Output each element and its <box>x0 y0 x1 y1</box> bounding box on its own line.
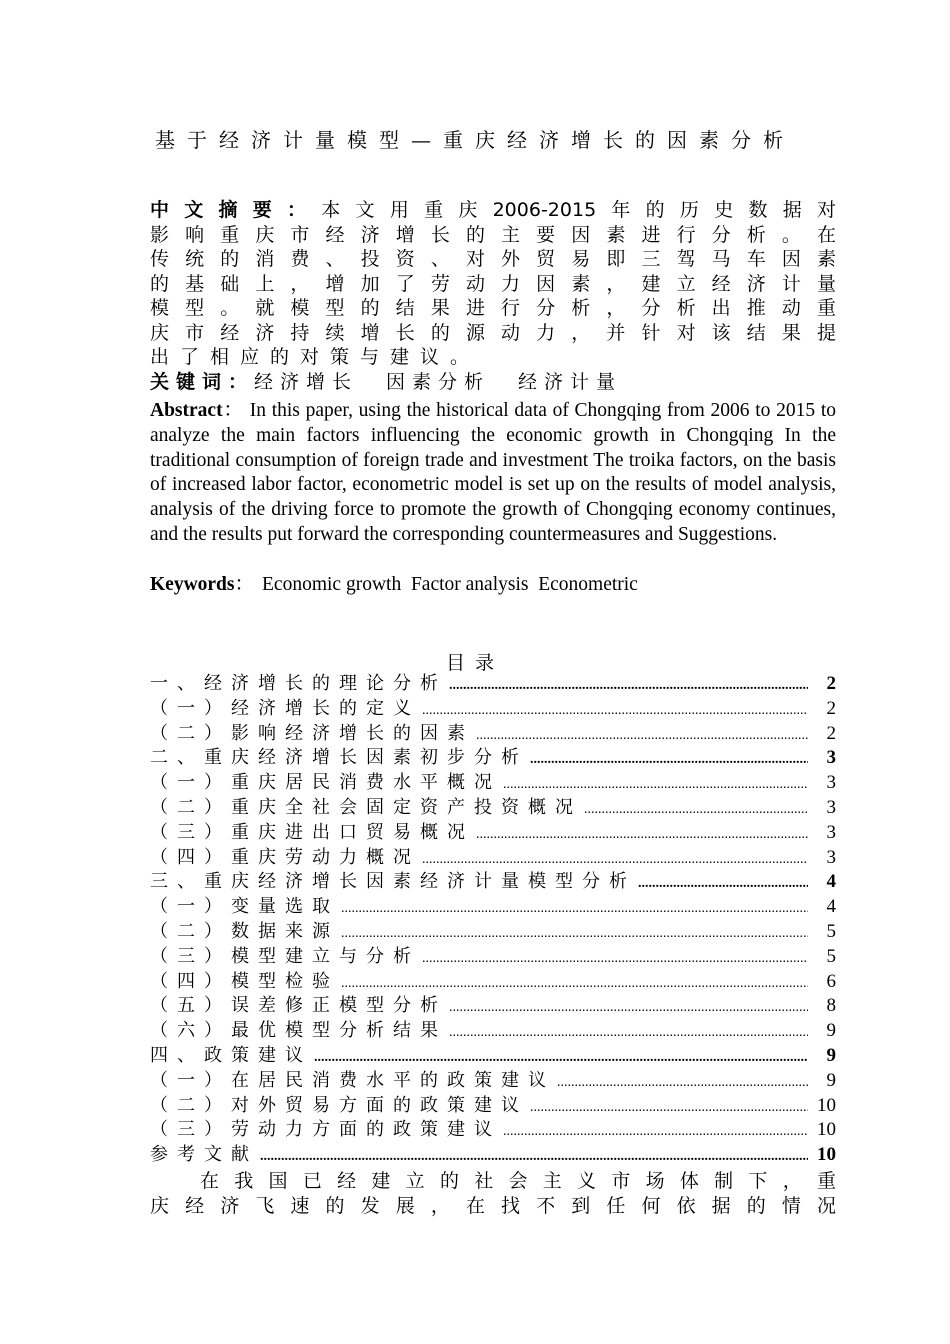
toc-entry-page: 9 <box>826 1069 836 1091</box>
toc-leader-dots <box>422 947 808 972</box>
toc-leader-dots <box>449 996 808 1021</box>
toc-leader-dots <box>422 699 808 724</box>
toc-leader-dots <box>314 1046 808 1071</box>
toc-entry-label: （二）重庆全社会固定资产投资概况 <box>150 796 582 818</box>
toc-entry-page: 4 <box>826 871 836 893</box>
toc-entry-page: 3 <box>826 772 836 794</box>
keywords-en-colon: ： <box>234 574 255 595</box>
toc-leader-dots <box>530 748 808 773</box>
table-of-contents <box>150 672 836 1168</box>
toc-entry-page: 10 <box>817 1094 836 1116</box>
toc-entry-label: （四）重庆劳动力概况 <box>150 846 420 868</box>
toc-leader-dots <box>422 848 808 873</box>
toc-entry[interactable] <box>150 796 836 821</box>
toc-entry-page: 5 <box>826 945 836 967</box>
toc-entry-label: 一、经济增长的理论分析 <box>150 673 447 694</box>
toc-leader-dots <box>476 823 808 848</box>
abstract-cn-text-1: 本文用重庆2006-2015年的历史数据对 <box>321 199 836 221</box>
toc-entry[interactable] <box>150 672 836 697</box>
toc-entry[interactable] <box>150 994 836 1019</box>
toc-heading: 目录 <box>445 652 504 674</box>
keywords-en-label: Keywords <box>150 574 235 595</box>
toc-entry-label: （一）变量选取 <box>150 896 339 918</box>
toc-entry-page: 3 <box>826 796 836 818</box>
toc-leader-dots <box>557 1071 808 1096</box>
body-line-1: 在我国已经建立的社会主义市场体制下，重 <box>200 1170 836 1192</box>
toc-entry-page: 10 <box>817 1119 836 1141</box>
toc-entry[interactable] <box>150 821 836 846</box>
body-text <box>150 1169 836 1218</box>
toc-entry[interactable] <box>150 746 836 771</box>
abstract-en-colon: ： <box>222 400 244 421</box>
abstract-cn-line-3: 传统的消费、投资、对外贸易即三驾马车因素 <box>150 248 836 270</box>
toc-entry-page: 9 <box>826 1020 836 1042</box>
toc-leader-dots <box>530 1096 808 1121</box>
toc-leader-dots <box>341 897 808 922</box>
toc-entry-label: （一）重庆居民消费水平概况 <box>150 772 501 794</box>
keywords-cn-term-2: 因素分析 <box>386 370 491 393</box>
toc-entry-label: （六）最优模型分析结果 <box>150 1020 447 1042</box>
keywords-cn-label: 关键词： <box>150 370 255 393</box>
toc-entry-page: 2 <box>826 722 836 744</box>
toc-entry-page: 4 <box>826 896 836 918</box>
toc-entry-page: 5 <box>826 920 836 942</box>
toc-entry[interactable] <box>150 945 836 970</box>
abstract-en-label: Abstract <box>150 400 223 421</box>
toc-entry-label: 四、政策建议 <box>150 1044 312 1066</box>
abstract-cn-line-1 <box>150 198 836 223</box>
toc-entry[interactable] <box>150 870 836 895</box>
keywords-cn <box>150 370 836 395</box>
toc-entry[interactable] <box>150 1118 836 1143</box>
toc-entry-label: 参考文献 <box>150 1144 258 1166</box>
toc-entry[interactable] <box>150 1143 836 1168</box>
toc-entry-page: 3 <box>826 747 836 769</box>
abstract-cn-line-5: 模型。就模型的结果进行分析，分析出推动重 <box>150 297 836 319</box>
toc-entry-label: （三）劳动力方面的政策建议 <box>150 1119 501 1141</box>
paper-title: 基于经济计量模型—重庆经济增长的因素分析 <box>155 128 795 152</box>
body-line-2: 庆经济飞速的发展，在找不到任何依据的情况 <box>150 1194 836 1217</box>
abstract-en-text: In this paper, using the historical data of Chongqing from 2006 to 2015 to analyze the main factors influencing the economic growth in Chongqing In the traditional consumption of foreign trade and investment The troika factors, on the basis of increased labor factor, econometric model is set up on the results of model analysis, analysis of the driving force to promote the growth of Chongqing economy continues, and the results put forward the corresponding countermeasures and Suggestions. <box>150 400 836 545</box>
toc-entry-label: （四）模型检验 <box>150 970 339 992</box>
toc-entry-page: 3 <box>826 846 836 868</box>
toc-entry[interactable] <box>150 920 836 945</box>
keywords-cn-term-3: 经济计量 <box>518 370 623 393</box>
toc-entry[interactable] <box>150 722 836 747</box>
toc-leader-dots <box>260 1145 808 1170</box>
toc-leader-dots <box>503 1120 808 1145</box>
toc-leader-dots <box>449 1021 808 1046</box>
toc-entry-label: （三）模型建立与分析 <box>150 945 420 967</box>
toc-entry-page: 10 <box>817 1144 836 1166</box>
toc-leader-dots <box>584 798 808 823</box>
toc-entry[interactable] <box>150 970 836 995</box>
toc-entry-page: 9 <box>826 1044 836 1066</box>
toc-entry-page: 2 <box>826 697 836 719</box>
toc-entry-label: （二）数据来源 <box>150 920 339 942</box>
toc-entry-label: 二、重庆经济增长因素初步分析 <box>150 747 528 769</box>
toc-entry[interactable] <box>150 771 836 796</box>
toc-entry-label: 三、重庆经济增长因素经济计量模型分析 <box>150 871 636 893</box>
toc-leader-dots <box>449 674 808 699</box>
abstract-cn-line-2: 影响重庆市经济增长的主要因素进行分析。在 <box>150 223 836 246</box>
toc-entry-page: 3 <box>826 821 836 843</box>
toc-entry[interactable] <box>150 1044 836 1069</box>
toc-entry[interactable] <box>150 846 836 871</box>
toc-entry[interactable] <box>150 1019 836 1044</box>
toc-entry[interactable] <box>150 1069 836 1094</box>
toc-entry-label: （五）误差修正模型分析 <box>150 995 447 1017</box>
toc-leader-dots <box>341 972 808 997</box>
toc-entry-label: （二）对外贸易方面的政策建议 <box>150 1094 528 1116</box>
abstract-en <box>150 399 836 548</box>
toc-entry[interactable] <box>150 1094 836 1119</box>
abstract-cn-label: 中文摘要： <box>150 199 322 221</box>
toc-entry[interactable] <box>150 895 836 920</box>
toc-entry-label: （三）重庆进出口贸易概况 <box>150 821 474 843</box>
keywords-cn-term-1: 经济增长 <box>254 370 359 393</box>
toc-entry-label: （一）在居民消费水平的政策建议 <box>150 1069 555 1091</box>
keywords-en <box>150 573 836 598</box>
toc-entry[interactable] <box>150 697 836 722</box>
toc-entry-label: （二）影响经济增长的因素 <box>150 722 474 744</box>
toc-leader-dots <box>341 922 808 947</box>
abstract-cn-line-4: 的基础上，增加了劳动力因素，建立经济计量 <box>150 272 836 295</box>
toc-entry-page: 2 <box>826 673 836 694</box>
toc-leader-dots <box>503 773 808 798</box>
abstract-cn-line-7: 出了相应的对策与建议。 <box>150 346 481 368</box>
abstract-cn <box>150 198 836 394</box>
toc-leader-dots <box>638 872 808 897</box>
keywords-en-terms: Economic growth Factor analysis Econometric <box>262 574 638 595</box>
toc-leader-dots <box>476 724 808 749</box>
toc-entry-page: 6 <box>826 970 836 992</box>
abstract-cn-line-6: 庆市经济持续增长的源动力，并针对该结果提 <box>150 321 836 344</box>
toc-entry-label: （一）经济增长的定义 <box>150 697 420 719</box>
toc-entry-page: 8 <box>826 995 836 1017</box>
